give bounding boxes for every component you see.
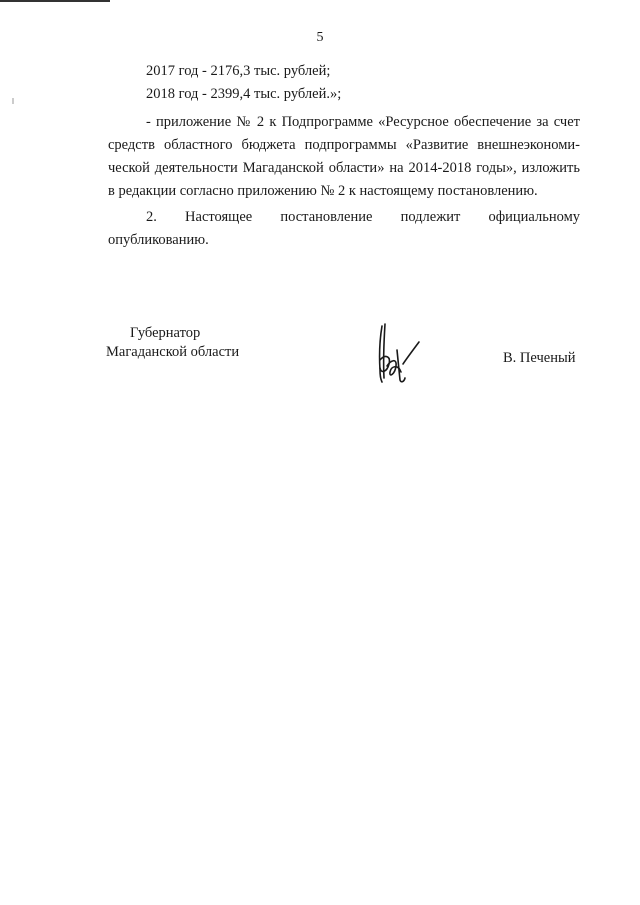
handwritten-signature	[373, 320, 423, 384]
budget-line-2017: 2017 год - 2176,3 тыс. рублей;	[146, 63, 331, 79]
signatory-name: В. Печеный	[503, 350, 576, 366]
top-edge-rule	[0, 0, 110, 2]
amendment-line: в редакции согласно приложению № 2 к настоящему постановлению.	[108, 183, 538, 199]
amendment-line: ческой деятельности Магаданской области» на 2014-2018 годы», изложить	[108, 160, 580, 176]
signatory-position: Губернатор	[130, 325, 201, 341]
document-body	[108, 60, 580, 252]
margin-mark	[12, 98, 14, 104]
page-number: 5	[316, 30, 324, 45]
amendment-item	[108, 111, 580, 203]
amendment-line: - приложение № 2 к Подпрограмме «Ресурсное обеспечение за счет	[146, 114, 580, 130]
amendment-line: средств областного бюджета подпрограммы «Развитие внешнеэкономи-	[108, 137, 580, 153]
paragraph-2-line: 2. Настоящее постановление подлежит официальному	[146, 209, 580, 225]
paragraph-2-line: опубликованию.	[108, 232, 209, 248]
signature-block	[0, 320, 640, 390]
paragraph-2	[108, 206, 580, 252]
signatory-region: Магаданской области	[106, 344, 240, 360]
budget-line-2018: 2018 год - 2399,4 тыс. рублей.»;	[146, 86, 342, 102]
